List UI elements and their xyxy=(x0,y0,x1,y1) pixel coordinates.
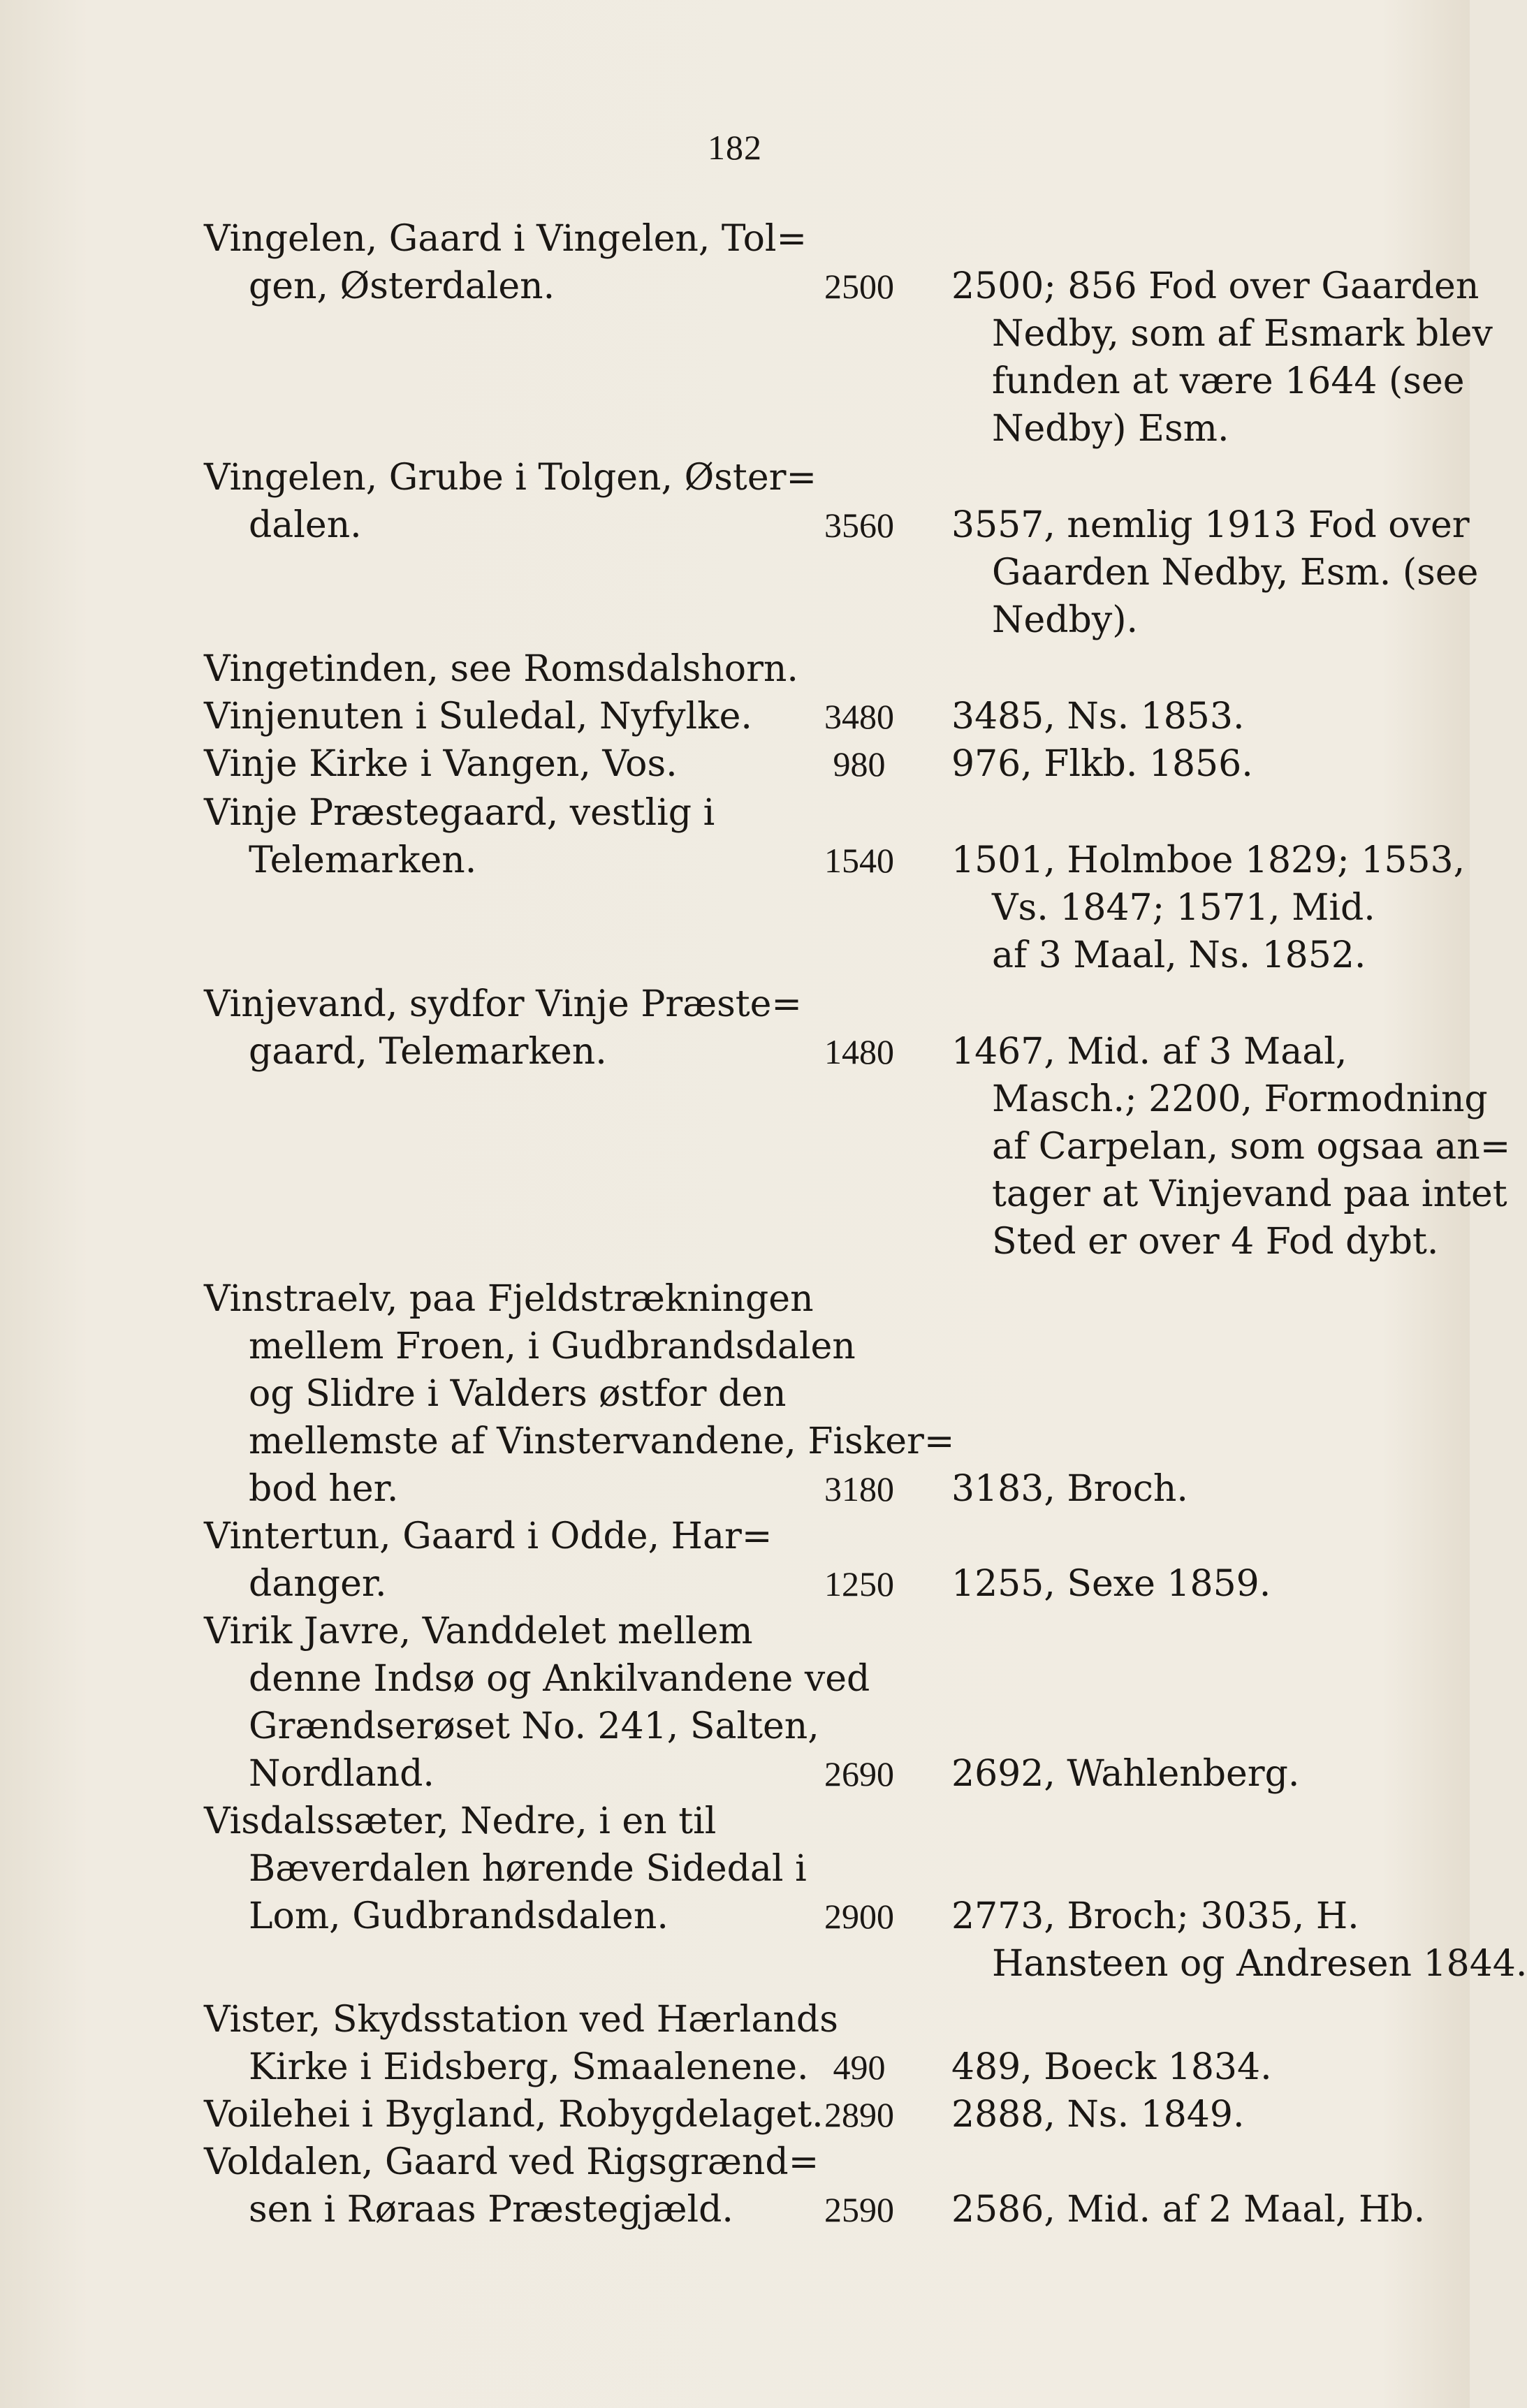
entry-name-line: Vintertun, Gaard i Odde, Har= xyxy=(204,1515,773,1557)
entry-name-line: Voilehei i Bygland, Robygdelaget. xyxy=(204,2094,824,2136)
entry-name-line: Vingelen, Grube i Tolgen, Øster= xyxy=(204,457,817,499)
entry-name-line: Vinjenuten i Suledal, Nyfylke. xyxy=(204,696,752,737)
entry-name-line: Lom, Gudbrandsdalen. xyxy=(249,1895,668,1937)
entry-name-line: Vinje Kirke i Vangen, Vos. xyxy=(204,743,678,785)
entry-source-line: Sted er over 4 Fod dybt. xyxy=(992,1221,1439,1263)
entry-source-line: 489, Boeck 1834. xyxy=(951,2046,1272,2088)
entry-source-line: Hansteen og Andresen 1844. xyxy=(992,1943,1527,1985)
entry-name-line: Voldalen, Gaard ved Rigsgrænd= xyxy=(204,2141,819,2183)
entry-source-line: af 3 Maal, Ns. 1852. xyxy=(992,934,1366,976)
entry-name-line: og Slidre i Valders østfor den xyxy=(249,1373,787,1415)
entry-source-line: Nedby) Esm. xyxy=(992,408,1229,450)
entry-name-line: sen i Røraas Præstegjæld. xyxy=(249,2189,733,2231)
entry-source-line: Nedby). xyxy=(992,599,1139,641)
entry-height: 1540 xyxy=(824,841,894,880)
entry-name-line: Visdalssæter, Nedre, i en til xyxy=(204,1800,717,1842)
entry-name-line: Vinjevand, sydfor Vinje Præste= xyxy=(204,983,802,1025)
entry-name-line: Nordland. xyxy=(249,1753,434,1795)
entry-height: 2690 xyxy=(824,1754,894,1793)
entry-height: 2900 xyxy=(824,1897,894,1936)
entry-name-line: Kirke i Eidsberg, Smaalenene. xyxy=(249,2046,809,2088)
entry-source-line: 1255, Sexe 1859. xyxy=(951,1563,1271,1605)
entry-height: 3180 xyxy=(824,1469,894,1508)
entry-height: 980 xyxy=(833,744,886,784)
entry-source-line: funden at være 1644 (see xyxy=(992,360,1465,402)
entry-source-line: Vs. 1847; 1571, Mid. xyxy=(992,887,1375,929)
entry-name-line: Vingelen, Gaard i Vingelen, Tol= xyxy=(204,218,808,260)
entry-source-line: 3485, Ns. 1853. xyxy=(951,696,1245,737)
entry-name-line: Telemarken. xyxy=(249,839,477,881)
entry-name-line: gen, Østerdalen. xyxy=(249,265,555,307)
entry-source-line: tager at Vinjevand paa intet xyxy=(992,1173,1507,1215)
entry-source-line: af Carpelan, som ogsaa an= xyxy=(992,1126,1511,1168)
entry-source-line: 2773, Broch; 3035, H. xyxy=(951,1895,1359,1937)
entry-source-line: 3557, nemlig 1913 Fod over xyxy=(951,504,1470,546)
entry-name-line: Grændserøset No. 241, Salten, xyxy=(249,1705,819,1747)
entry-height: 2890 xyxy=(824,2095,894,2134)
entry-name-line: mellem Froen, i Gudbrandsdalen xyxy=(249,1326,856,1367)
entry-name-line: danger. xyxy=(249,1563,387,1605)
entry-source-line: 2692, Wahlenberg. xyxy=(951,1753,1300,1795)
entry-name-line: bod her. xyxy=(249,1468,399,1510)
entry-name-line: dalen. xyxy=(249,504,362,546)
entry-height: 1250 xyxy=(824,1564,894,1603)
entry-source-line: 2888, Ns. 1849. xyxy=(951,2094,1245,2136)
entry-height: 3560 xyxy=(824,506,894,545)
entry-source-line: 976, Flkb. 1856. xyxy=(951,743,1253,785)
entry-source-line: 2500; 856 Fod over Gaarden xyxy=(951,265,1479,307)
entry-height: 1480 xyxy=(824,1032,894,1071)
entry-name-line: Vinstraelv, paa Fjeldstrækningen xyxy=(204,1278,814,1320)
entry-height: 2500 xyxy=(824,267,894,306)
entry-source-line: Nedby, som af Esmark blev xyxy=(992,313,1493,355)
entry-name-line: Bæverdalen hørende Sidedal i xyxy=(249,1848,807,1890)
entry-height: 3480 xyxy=(824,697,894,736)
entry-source-line: 1467, Mid. af 3 Maal, xyxy=(951,1031,1347,1073)
entry-height: 490 xyxy=(833,2048,886,2087)
page-number: 182 xyxy=(708,128,762,167)
entry-name-line: Vinje Præstegaard, vestlig i xyxy=(204,792,715,834)
entry-name-line: Vingetinden, see Romsdalshorn. xyxy=(204,648,798,690)
entry-name-line: Virik Javre, Vanddelet mellem xyxy=(204,1610,753,1652)
entry-name-line: mellemste af Vinstervandene, Fisker= xyxy=(249,1420,955,1462)
entry-source-line: Gaarden Nedby, Esm. (see xyxy=(992,552,1479,594)
entry-source-line: 1501, Holmboe 1829; 1553, xyxy=(951,839,1466,881)
entry-source-line: 2586, Mid. af 2 Maal, Hb. xyxy=(951,2189,1426,2231)
entry-name-line: denne Indsø og Ankilvandene ved xyxy=(249,1658,870,1700)
entry-height: 2590 xyxy=(824,2190,894,2229)
entry-name-line: Vister, Skydsstation ved Hærlands xyxy=(204,1999,838,2041)
entry-source-line: 3183, Broch. xyxy=(951,1468,1188,1510)
entry-source-line: Masch.; 2200, Formodning xyxy=(992,1078,1488,1120)
entry-name-line: gaard, Telemarken. xyxy=(249,1031,607,1073)
